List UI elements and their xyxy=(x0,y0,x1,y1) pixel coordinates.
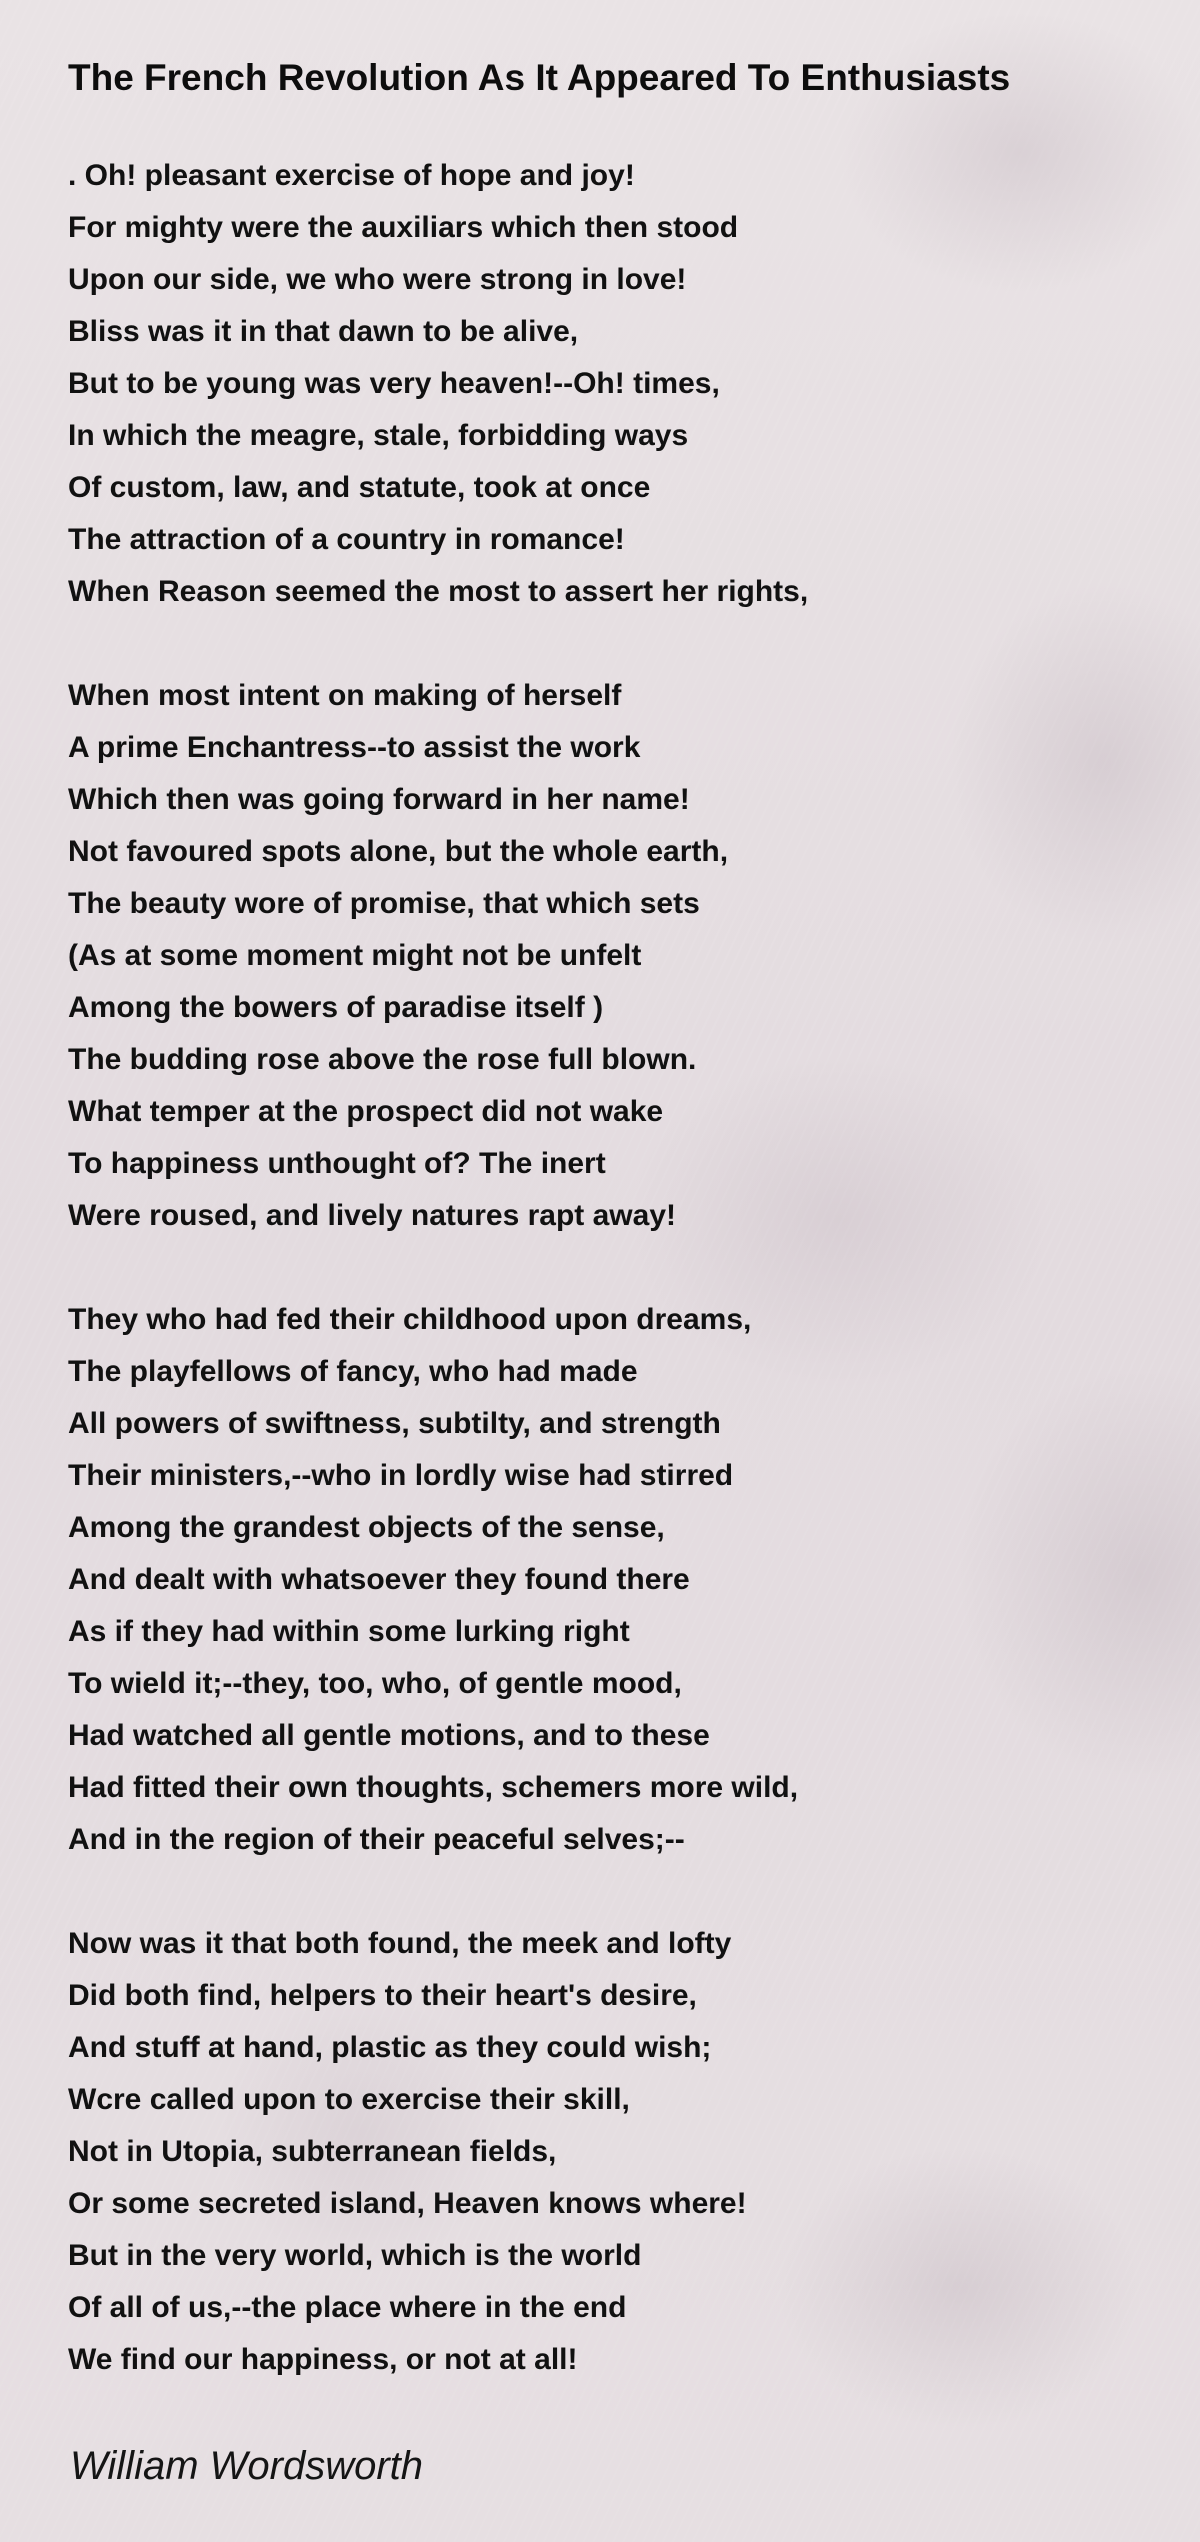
poem-line: And stuff at hand, plastic as they could wish; xyxy=(68,2031,712,2064)
poem-line: Not in Utopia, subterranean fields, xyxy=(68,2135,557,2168)
poem-line: Their ministers,--who in lordly wise had stirred xyxy=(68,1459,734,1492)
stanza-4 xyxy=(68,1918,1148,2386)
poem-line: A prime Enchantress--to assist the work xyxy=(68,731,641,764)
poem-line: To wield it;--they, too, who, of gentle mood, xyxy=(68,1667,682,1700)
poem-line: When most intent on making of herself xyxy=(68,679,622,712)
poem-line: Wcre called upon to exercise their skill, xyxy=(68,2083,630,2116)
poem-line: Not favoured spots alone, but the whole earth, xyxy=(68,835,729,868)
poem-line: . Oh! pleasant exercise of hope and joy! xyxy=(68,159,635,192)
poem-line: Had watched all gentle motions, and to these xyxy=(68,1719,710,1752)
poem-line: What temper at the prospect did not wake xyxy=(68,1095,664,1128)
poem-line: Bliss was it in that dawn to be alive, xyxy=(68,315,579,348)
poem-line: All powers of swiftness, subtilty, and strength xyxy=(68,1407,721,1440)
poem-line: (As at some moment might not be unfelt xyxy=(68,939,642,972)
poem-line: Of all of us,--the place where in the end xyxy=(68,2291,627,2324)
poem-line: But to be young was very heaven!--Oh! times, xyxy=(68,367,720,400)
poem-line: The playfellows of fancy, who had made xyxy=(68,1355,638,1388)
poem-line: But in the very world, which is the world xyxy=(68,2239,642,2272)
poem-line: Among the bowers of paradise itself ) xyxy=(68,991,604,1024)
poem-line: Which then was going forward in her name! xyxy=(68,783,690,816)
poem-line: The attraction of a country in romance! xyxy=(68,523,625,556)
poem-title: The French Revolution As It Appeared To Enthusiasts xyxy=(68,57,1011,98)
poem-author: William Wordsworth xyxy=(70,2444,424,2488)
poem-line: The budding rose above the rose full blown. xyxy=(68,1043,697,1076)
poem-line: And in the region of their peaceful selves;-- xyxy=(68,1823,685,1856)
poem-line: Among the grandest objects of the sense, xyxy=(68,1511,665,1544)
stanza-2 xyxy=(68,670,1148,1242)
stanza-1 xyxy=(68,150,1148,618)
poem-line: For mighty were the auxiliars which then stood xyxy=(68,211,739,244)
poem-line: As if they had within some lurking right xyxy=(68,1615,630,1648)
poem-line: Were roused, and lively natures rapt away! xyxy=(68,1199,676,1232)
poem-line: When Reason seemed the most to assert her rights, xyxy=(68,575,809,608)
poem-line: To happiness unthought of? The inert xyxy=(68,1147,606,1180)
poem-line: They who had fed their childhood upon dreams, xyxy=(68,1303,752,1336)
poem-line: Now was it that both found, the meek and lofty xyxy=(68,1927,732,1960)
poem-line: We find our happiness, or not at all! xyxy=(68,2343,578,2376)
poem-line: The beauty wore of promise, that which sets xyxy=(68,887,700,920)
poem-body xyxy=(68,150,1148,2438)
poem-line: Of custom, law, and statute, took at once xyxy=(68,471,651,504)
poem-line: Upon our side, we who were strong in love! xyxy=(68,263,687,296)
poem-line: Did both find, helpers to their heart's desire, xyxy=(68,1979,697,2012)
poem-line: In which the meagre, stale, forbidding ways xyxy=(68,419,689,452)
poem-line: Had fitted their own thoughts, schemers more wild, xyxy=(68,1771,799,1804)
stanza-3 xyxy=(68,1294,1148,1866)
poem-line: And dealt with whatsoever they found there xyxy=(68,1563,690,1596)
poem-line: Or some secreted island, Heaven knows where! xyxy=(68,2187,747,2220)
